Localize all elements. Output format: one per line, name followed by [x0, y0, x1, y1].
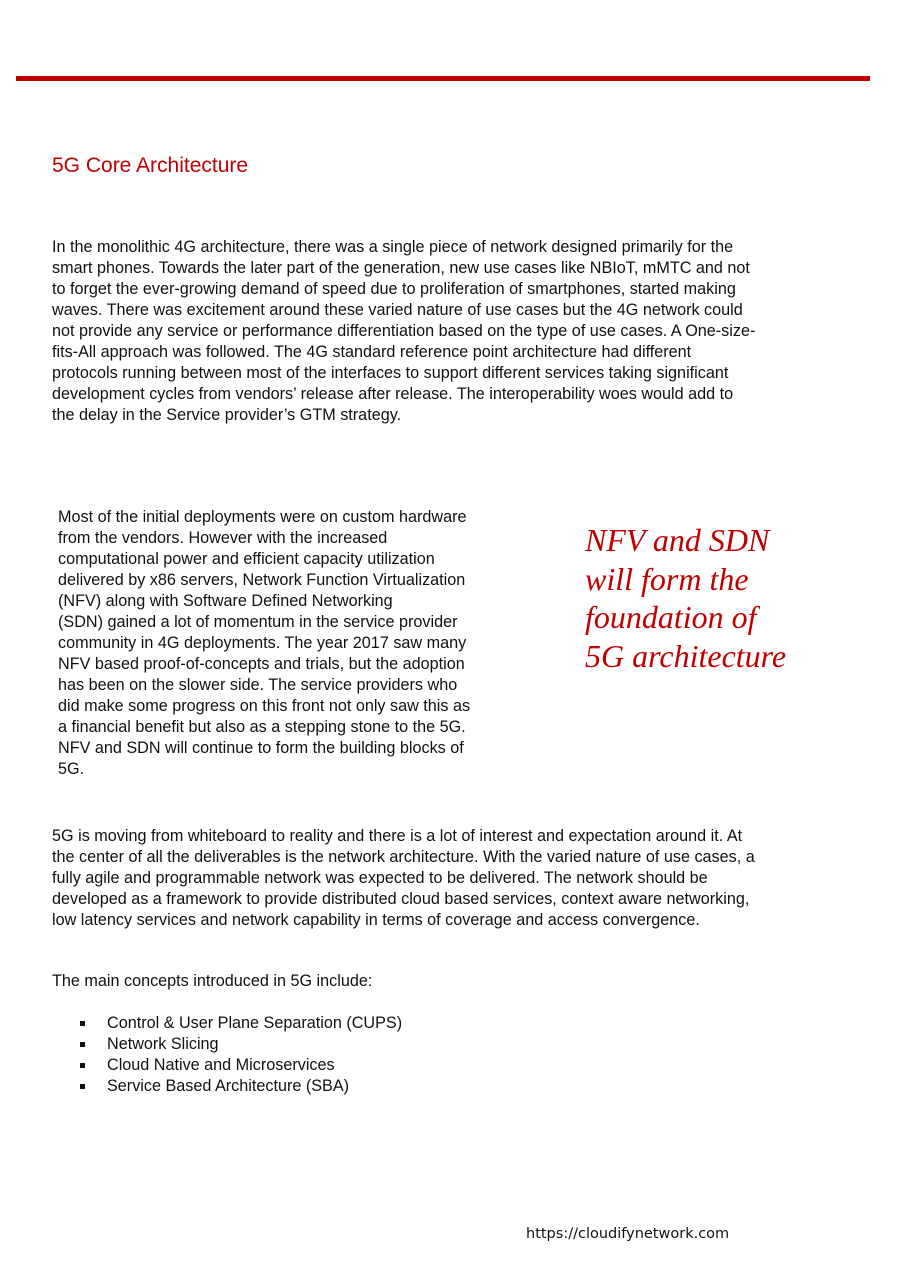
paragraph-line: fits-All approach was followed. The 4G standard reference point architecture had different	[52, 343, 692, 361]
pull-quote	[585, 521, 786, 675]
paragraph-line: protocols running between most of the interfaces to support different services taking significant	[52, 364, 729, 382]
paragraph-line: (SDN) gained a lot of momentum in the service provider	[58, 613, 458, 631]
paragraph-line: the delay in the Service provider’s GTM strategy.	[52, 406, 402, 424]
5g-overview-paragraph	[52, 826, 755, 931]
pull-quote-line: NFV and SDN	[585, 522, 770, 558]
concepts-intro: The main concepts introduced in 5G include:	[52, 972, 373, 990]
paragraph-line: 5G.	[58, 760, 85, 778]
paragraph-line: 5G is moving from whiteboard to reality and there is a lot of interest and expectation around it. At	[52, 827, 743, 845]
pull-quote-line: will form the	[585, 560, 749, 597]
list-item-label: Cloud Native and Microservices	[107, 1056, 335, 1074]
footer-url: https://cloudifynetwork.com	[526, 1226, 730, 1242]
paragraph-line: delivered by x86 servers, Network Function Virtualization	[58, 571, 466, 589]
square-bullet-icon	[80, 1063, 85, 1068]
paragraph-line: from the vendors. However with the increased	[58, 529, 388, 547]
paragraph-line: the center of all the deliverables is the network architecture. With the varied nature of use cases, a	[52, 848, 755, 866]
paragraph-line: Most of the initial deployments were on custom hardware	[58, 508, 467, 526]
header-rule	[16, 76, 870, 81]
paragraph-line: (NFV) along with Software Defined Networking	[58, 592, 393, 610]
paragraph-line: smart phones. Towards the later part of the generation, new use cases like NBIoT, mMTC and not	[52, 259, 750, 277]
paragraph-line: fully agile and programmable network was expected to be delivered. The network should be	[52, 869, 708, 887]
paragraph-line: a financial benefit but also as a stepping stone to the 5G.	[58, 718, 466, 736]
list-item-label: Network Slicing	[107, 1035, 219, 1053]
nfv-sdn-paragraph	[58, 507, 470, 780]
square-bullet-icon	[80, 1084, 85, 1089]
paragraph-line: development cycles from vendors’ release after release. The interoperability woes would add to	[52, 385, 734, 403]
pull-quote-line: foundation of	[585, 599, 757, 635]
paragraph-line: low latency services and network capability in terms of coverage and access convergence.	[52, 911, 700, 929]
paragraph-line: In the monolithic 4G architecture, there was a single piece of network designed primarily for the	[52, 238, 734, 256]
list-item	[80, 1034, 402, 1055]
paragraph-line: to forget the ever-growing demand of speed due to proliferation of smartphones, started making	[52, 280, 736, 298]
paragraph-line: community in 4G deployments. The year 2017 saw many	[58, 634, 467, 652]
list-item	[80, 1013, 402, 1034]
page-title: 5G Core Architecture	[52, 154, 249, 177]
paragraph-line: developed as a framework to provide distributed cloud based services, context aware networking,	[52, 890, 750, 908]
square-bullet-icon	[80, 1042, 85, 1047]
intro-paragraph	[52, 237, 755, 426]
paragraph-line: waves. There was excitement around these varied nature of use cases but the 4G network could	[52, 301, 743, 319]
square-bullet-icon	[80, 1021, 85, 1026]
paragraph-line: did make some progress on this front not only saw this as	[58, 697, 471, 715]
paragraph-line: NFV based proof-of-concepts and trials, but the adoption	[58, 655, 465, 673]
paragraph-line: computational power and efficient capacity utilization	[58, 550, 435, 568]
paragraph-line: not provide any service or performance differentiation based on the type of use cases. A One-size-	[52, 322, 756, 340]
list-item	[80, 1076, 402, 1097]
list-item	[80, 1055, 402, 1076]
list-item-label: Control & User Plane Separation (CUPS)	[107, 1014, 403, 1032]
paragraph-line: NFV and SDN will continue to form the building blocks of	[58, 739, 464, 757]
pull-quote-line: 5G architecture	[585, 637, 787, 674]
concepts-list	[80, 1013, 402, 1097]
list-item-label: Service Based Architecture (SBA)	[107, 1077, 350, 1095]
paragraph-line: has been on the slower side. The service providers who	[58, 676, 458, 694]
